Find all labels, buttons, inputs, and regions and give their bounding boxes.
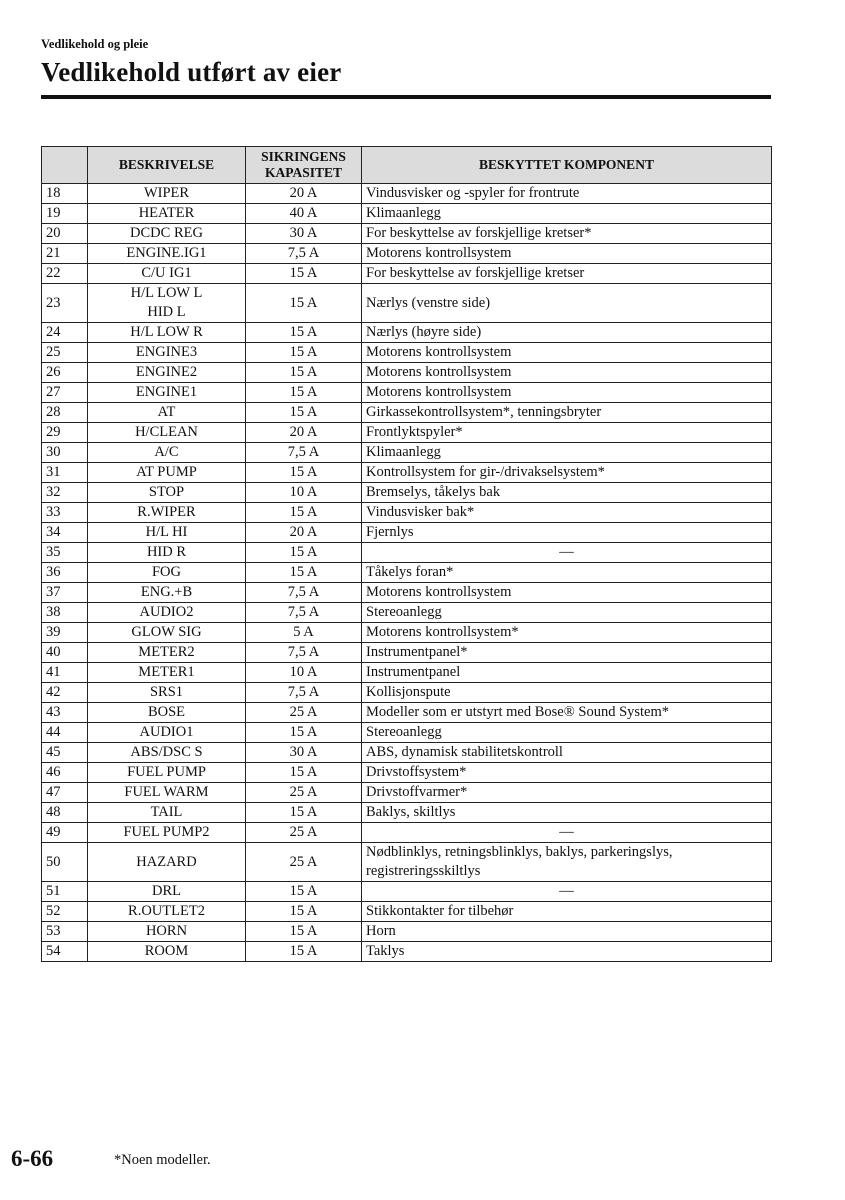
fuse-description: H/L HI: [88, 523, 246, 543]
protected-component: Motorens kontrollsystem: [362, 363, 772, 383]
fuse-description: FUEL PUMP2: [88, 823, 246, 843]
table-row: [42, 323, 772, 343]
column-header-description: BESKRIVELSE: [88, 147, 246, 184]
fuse-description: H/CLEAN: [88, 423, 246, 443]
fuse-description: ABS/DSC S: [88, 743, 246, 763]
table-row: [42, 463, 772, 483]
fuse-description: H/L LOW R: [88, 323, 246, 343]
table-row: [42, 623, 772, 643]
fuse-description: STOP: [88, 483, 246, 503]
protected-component: For beskyttelse av forskjellige kretser: [362, 264, 772, 284]
fuse-table: [41, 146, 772, 962]
protected-component: Motorens kontrollsystem: [362, 583, 772, 603]
title-divider: [41, 95, 771, 99]
fuse-number: 52: [42, 902, 88, 922]
fuse-number: 30: [42, 443, 88, 463]
table-row: [42, 823, 772, 843]
fuse-capacity: 25 A: [246, 783, 362, 803]
table-row: [42, 483, 772, 503]
fuse-description: R.OUTLET2: [88, 902, 246, 922]
table-row: [42, 244, 772, 264]
fuse-capacity: 10 A: [246, 483, 362, 503]
protected-component: Bremselys, tåkelys bak: [362, 483, 772, 503]
fuse-number: 48: [42, 803, 88, 823]
fuse-description: H/L LOW L HID L: [88, 284, 246, 323]
table-row: [42, 523, 772, 543]
fuse-capacity: 7,5 A: [246, 583, 362, 603]
fuse-description: FUEL PUMP: [88, 763, 246, 783]
protected-component: —: [362, 882, 772, 902]
protected-component: Klimaanlegg: [362, 443, 772, 463]
fuse-capacity: 30 A: [246, 224, 362, 244]
fuse-capacity: 15 A: [246, 323, 362, 343]
table-row: [42, 363, 772, 383]
fuse-capacity: 7,5 A: [246, 244, 362, 264]
table-row: [42, 703, 772, 723]
protected-component: Modeller som er utstyrt med Bose® Sound System*: [362, 703, 772, 723]
protected-component: Motorens kontrollsystem: [362, 383, 772, 403]
fuse-capacity: 20 A: [246, 184, 362, 204]
fuse-description: ENGINE2: [88, 363, 246, 383]
fuse-capacity: 15 A: [246, 543, 362, 563]
fuse-capacity: 7,5 A: [246, 443, 362, 463]
protected-component: Fjernlys: [362, 523, 772, 543]
fuse-description: SRS1: [88, 683, 246, 703]
fuse-capacity: 40 A: [246, 204, 362, 224]
fuse-number: 42: [42, 683, 88, 703]
fuse-capacity: 20 A: [246, 423, 362, 443]
fuse-capacity: 15 A: [246, 882, 362, 902]
fuse-capacity: 25 A: [246, 843, 362, 882]
table-row: [42, 443, 772, 463]
fuse-capacity: 15 A: [246, 343, 362, 363]
protected-component: Drivstoffvarmer*: [362, 783, 772, 803]
fuse-capacity: 7,5 A: [246, 603, 362, 623]
fuse-description: AUDIO2: [88, 603, 246, 623]
protected-component: Frontlyktspyler*: [362, 423, 772, 443]
table-row: [42, 204, 772, 224]
fuse-number: 43: [42, 703, 88, 723]
fuse-number: 26: [42, 363, 88, 383]
fuse-number: 20: [42, 224, 88, 244]
table-row: [42, 942, 772, 962]
table-row: [42, 643, 772, 663]
fuse-number: 51: [42, 882, 88, 902]
fuse-capacity: 7,5 A: [246, 683, 362, 703]
fuse-description: C/U IG1: [88, 264, 246, 284]
fuse-number: 49: [42, 823, 88, 843]
fuse-number: 44: [42, 723, 88, 743]
table-row: [42, 503, 772, 523]
fuse-number: 34: [42, 523, 88, 543]
protected-component: Motorens kontrollsystem*: [362, 623, 772, 643]
fuse-capacity: 15 A: [246, 284, 362, 323]
table-row: [42, 563, 772, 583]
fuse-description: FOG: [88, 563, 246, 583]
fuse-description: METER2: [88, 643, 246, 663]
fuse-capacity: 15 A: [246, 803, 362, 823]
protected-component: —: [362, 823, 772, 843]
fuse-description: AT: [88, 403, 246, 423]
table-row: [42, 423, 772, 443]
fuse-description: GLOW SIG: [88, 623, 246, 643]
fuse-number: 25: [42, 343, 88, 363]
fuse-number: 36: [42, 563, 88, 583]
table-row: [42, 743, 772, 763]
table-row: [42, 403, 772, 423]
fuse-capacity: 15 A: [246, 563, 362, 583]
table-row: [42, 663, 772, 683]
protected-component: Kollisjonspute: [362, 683, 772, 703]
table-row: [42, 723, 772, 743]
fuse-number: 28: [42, 403, 88, 423]
fuse-description: AUDIO1: [88, 723, 246, 743]
fuse-capacity: 15 A: [246, 463, 362, 483]
table-row: [42, 603, 772, 623]
fuse-capacity: 5 A: [246, 623, 362, 643]
protected-component: Motorens kontrollsystem: [362, 343, 772, 363]
fuse-description: DCDC REG: [88, 224, 246, 244]
fuse-number: 22: [42, 264, 88, 284]
table-row: [42, 343, 772, 363]
protected-component: Baklys, skiltlys: [362, 803, 772, 823]
fuse-number: 21: [42, 244, 88, 264]
table-row: [42, 543, 772, 563]
fuse-number: 29: [42, 423, 88, 443]
fuse-capacity: 10 A: [246, 663, 362, 683]
fuse-number: 46: [42, 763, 88, 783]
fuse-number: 54: [42, 942, 88, 962]
fuse-number: 37: [42, 583, 88, 603]
protected-component: Instrumentpanel: [362, 663, 772, 683]
protected-component: Tåkelys foran*: [362, 563, 772, 583]
column-header-component: BESKYTTET KOMPONENT: [362, 147, 772, 184]
fuse-description: TAIL: [88, 803, 246, 823]
table-row: [42, 763, 772, 783]
protected-component: Vindusvisker og -spyler for frontrute: [362, 184, 772, 204]
protected-component: ABS, dynamisk stabilitetskontroll: [362, 743, 772, 763]
fuse-number: 27: [42, 383, 88, 403]
protected-component: Nærlys (høyre side): [362, 323, 772, 343]
fuse-number: 53: [42, 922, 88, 942]
fuse-number: 18: [42, 184, 88, 204]
fuse-capacity: 25 A: [246, 703, 362, 723]
protected-component: For beskyttelse av forskjellige kretser*: [362, 224, 772, 244]
table-row: [42, 583, 772, 603]
fuse-table-body: [42, 184, 772, 962]
fuse-capacity: 7,5 A: [246, 643, 362, 663]
fuse-description: ENGINE1: [88, 383, 246, 403]
fuse-capacity: 20 A: [246, 523, 362, 543]
fuse-description: WIPER: [88, 184, 246, 204]
protected-component: Stereoanlegg: [362, 723, 772, 743]
protected-component: Nødblinklys, retningsblinklys, baklys, parkeringslys, registreringsskiltlys: [362, 843, 772, 882]
fuse-description: HAZARD: [88, 843, 246, 882]
fuse-capacity: 30 A: [246, 743, 362, 763]
fuse-number: 23: [42, 284, 88, 323]
fuse-number: 50: [42, 843, 88, 882]
fuse-number: 24: [42, 323, 88, 343]
fuse-description: ENG.+B: [88, 583, 246, 603]
table-row: [42, 264, 772, 284]
footnote: *Noen modeller.: [114, 1152, 211, 1168]
fuse-description: ENGINE.IG1: [88, 244, 246, 264]
fuse-capacity: 15 A: [246, 403, 362, 423]
protected-component: Vindusvisker bak*: [362, 503, 772, 523]
fuse-number: 39: [42, 623, 88, 643]
fuse-capacity: 15 A: [246, 922, 362, 942]
table-row: [42, 902, 772, 922]
protected-component: Nærlys (venstre side): [362, 284, 772, 323]
protected-component: —: [362, 543, 772, 563]
protected-component: Klimaanlegg: [362, 204, 772, 224]
table-header-row: [42, 147, 772, 184]
table-row: [42, 224, 772, 244]
table-row: [42, 803, 772, 823]
protected-component: Motorens kontrollsystem: [362, 244, 772, 264]
fuse-capacity: 15 A: [246, 264, 362, 284]
fuse-capacity: 25 A: [246, 823, 362, 843]
fuse-description: ROOM: [88, 942, 246, 962]
fuse-number: 45: [42, 743, 88, 763]
protected-component: Drivstoffsystem*: [362, 763, 772, 783]
protected-component: Girkassekontrollsystem*, tenningsbryter: [362, 403, 772, 423]
fuse-capacity: 15 A: [246, 902, 362, 922]
protected-component: Stereoanlegg: [362, 603, 772, 623]
page-title: Vedlikehold utført av eier: [41, 57, 342, 87]
column-header-capacity: SIKRINGENS KAPASITET: [246, 147, 362, 184]
table-row: [42, 383, 772, 403]
protected-component: Kontrollsystem for gir-/drivakselsystem*: [362, 463, 772, 483]
table-row: [42, 882, 772, 902]
table-row: [42, 184, 772, 204]
table-row: [42, 683, 772, 703]
fuse-description: BOSE: [88, 703, 246, 723]
table-row: [42, 284, 772, 323]
column-header-number: [42, 147, 88, 184]
fuse-description: R.WIPER: [88, 503, 246, 523]
fuse-number: 31: [42, 463, 88, 483]
fuse-description: A/C: [88, 443, 246, 463]
fuse-number: 47: [42, 783, 88, 803]
table-row: [42, 922, 772, 942]
fuse-number: 40: [42, 643, 88, 663]
fuse-number: 35: [42, 543, 88, 563]
fuse-capacity: 15 A: [246, 363, 362, 383]
fuse-description: FUEL WARM: [88, 783, 246, 803]
fuse-number: 38: [42, 603, 88, 623]
fuse-capacity: 15 A: [246, 942, 362, 962]
fuse-capacity: 15 A: [246, 763, 362, 783]
fuse-number: 19: [42, 204, 88, 224]
protected-component: Horn: [362, 922, 772, 942]
fuse-description: HEATER: [88, 204, 246, 224]
fuse-description: HID R: [88, 543, 246, 563]
table-row: [42, 783, 772, 803]
table-row: [42, 843, 772, 882]
fuse-number: 32: [42, 483, 88, 503]
page-number: 6-66: [11, 1146, 54, 1171]
fuse-description: AT PUMP: [88, 463, 246, 483]
fuse-description: METER1: [88, 663, 246, 683]
fuse-number: 41: [42, 663, 88, 683]
fuse-number: 33: [42, 503, 88, 523]
fuse-description: HORN: [88, 922, 246, 942]
fuse-description: DRL: [88, 882, 246, 902]
fuse-capacity: 15 A: [246, 503, 362, 523]
fuse-capacity: 15 A: [246, 723, 362, 743]
protected-component: Taklys: [362, 942, 772, 962]
fuse-description: ENGINE3: [88, 343, 246, 363]
section-label: Vedlikehold og pleie: [41, 37, 149, 51]
protected-component: Stikkontakter for tilbehør: [362, 902, 772, 922]
protected-component: Instrumentpanel*: [362, 643, 772, 663]
fuse-capacity: 15 A: [246, 383, 362, 403]
